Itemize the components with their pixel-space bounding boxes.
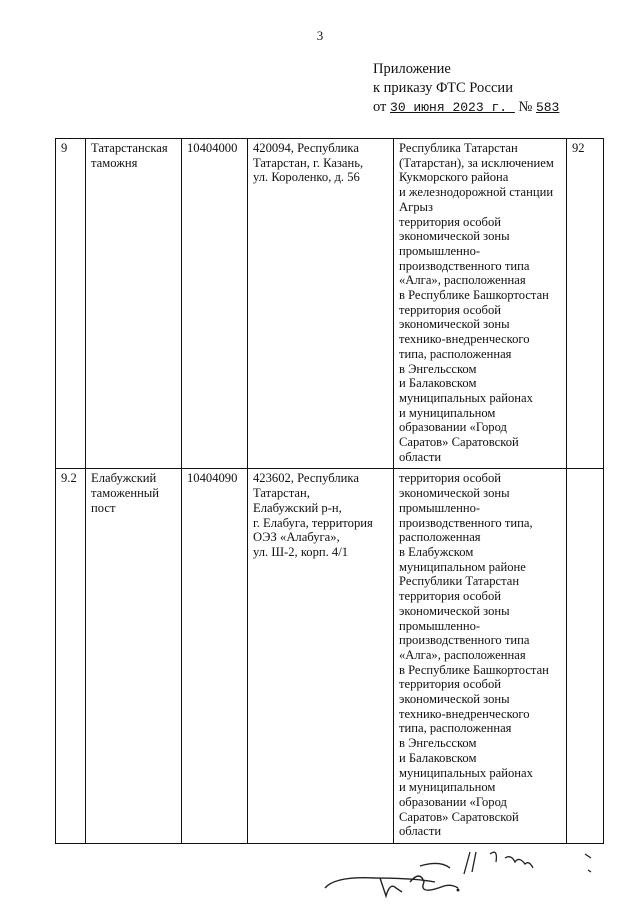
page-number: 3 (316, 28, 324, 43)
region-of-activity-line: территория особой (399, 302, 501, 317)
appendix-header (373, 60, 559, 117)
region-of-activity-line: экономической зоны (399, 692, 510, 707)
region-of-activity-line: промышленно- (399, 243, 481, 258)
region-of-activity-line: и Балаковском (399, 750, 477, 765)
post-name-cell (86, 139, 182, 469)
region-of-activity-line: Кукморского района (399, 170, 509, 185)
region-of-activity-cell (394, 469, 567, 844)
post-name-line: пост (91, 500, 116, 515)
region-of-activity-line: экономической зоны (399, 603, 510, 618)
region-of-activity-line: технико-внедренческого (399, 332, 530, 347)
post-address-line: Татарстан, г. Казань, (253, 155, 364, 170)
post-address-line: Татарстан, (253, 486, 310, 501)
region-of-activity-line: промышленно- (399, 618, 481, 633)
table-row (56, 139, 604, 469)
order-date-line (373, 98, 559, 117)
region-of-activity-line: муниципальных районах (399, 390, 533, 405)
region-of-activity-line: области (399, 449, 442, 464)
row-number: 9 (61, 141, 68, 155)
row-number-cell (56, 139, 86, 469)
region-of-activity-line: расположенная (399, 530, 481, 545)
region-of-activity-line: в Республике Башкортостан (399, 288, 549, 303)
post-name-line: таможенный (91, 486, 160, 501)
row-number: 9.2 (61, 471, 77, 486)
extra-code-cell (567, 139, 604, 469)
post-code: 10404000 (187, 141, 238, 155)
region-of-activity-line: территория особой (399, 214, 501, 229)
region-of-activity-line: производственного типа (399, 258, 530, 273)
region-of-activity-line: и железнодорожной станции (399, 185, 554, 200)
region-of-activity-line: Агрыз (399, 199, 433, 214)
order-reference: к приказу ФТС России (373, 80, 513, 96)
order-number: 583 (535, 100, 560, 115)
region-of-activity-line: Республика Татарстан (399, 141, 518, 155)
region-of-activity-line: экономической зоны (399, 486, 510, 501)
region-of-activity-line: экономической зоны (399, 229, 510, 244)
table-row (56, 469, 604, 844)
customs-table (55, 138, 604, 844)
region-of-activity-line: образовании «Город (399, 420, 507, 435)
post-address-line: ОЭЗ «Алабуга», (253, 530, 340, 545)
region-of-activity-line: «Алга», расположенная (399, 273, 526, 288)
region-of-activity-line: территория особой (399, 589, 501, 604)
extra-code: 92 (572, 141, 585, 155)
region-of-activity-line: образовании «Город (399, 794, 507, 809)
signature-icon (320, 840, 620, 900)
post-address-line: г. Елабуга, территория (253, 515, 373, 530)
number-sign: № (518, 99, 533, 115)
region-of-activity-line: и Балаковском (399, 376, 477, 391)
post-name-line: таможня (91, 155, 138, 170)
region-of-activity-line: в Елабужском (399, 544, 474, 559)
region-of-activity-line: типа, расположенная (399, 346, 512, 361)
region-of-activity-line: Саратов» Саратовской (399, 435, 519, 450)
post-address-cell (248, 469, 394, 844)
region-of-activity-line: Республики Татарстан (399, 574, 520, 589)
post-address-line: ул. Короленко, д. 56 (253, 170, 360, 185)
region-of-activity-line: производственного типа, (399, 515, 533, 530)
region-of-activity-line: промышленно- (399, 500, 481, 515)
post-address-cell (248, 139, 394, 469)
post-name-line: Татарстанская (91, 141, 168, 155)
post-name-line: Елабужский (91, 471, 157, 486)
region-of-activity-line: в Энгельсском (399, 361, 477, 376)
order-date: 30 июня 2023 г. (390, 100, 515, 115)
extra-code-cell (567, 469, 604, 844)
region-of-activity-cell (394, 139, 567, 469)
region-of-activity-line: и муниципальном (399, 780, 496, 795)
post-code: 10404090 (187, 471, 238, 486)
region-of-activity-line: «Алга», расположенная (399, 647, 526, 662)
post-name-cell (86, 469, 182, 844)
post-code-cell (182, 139, 248, 469)
region-of-activity-line: Саратов» Саратовской (399, 809, 519, 824)
region-of-activity-line: и муниципальном (399, 405, 496, 420)
region-of-activity-line: территория особой (399, 471, 501, 486)
region-of-activity-line: территория особой (399, 677, 501, 692)
region-of-activity-line: муниципальном районе (399, 559, 526, 574)
post-code-cell (182, 469, 248, 844)
region-of-activity-line: производственного типа (399, 633, 530, 648)
region-of-activity-line: технико-внедренческого (399, 706, 530, 721)
post-address-line: Елабужский р-н, (253, 500, 342, 515)
region-of-activity-line: муниципальных районах (399, 765, 533, 780)
region-of-activity-line: экономической зоны (399, 317, 510, 332)
post-address-line: ул. Ш-2, корп. 4/1 (253, 544, 349, 559)
date-prefix: от (373, 99, 387, 115)
post-address-line: 423602, Республика (253, 471, 359, 486)
appendix-title: Приложение (373, 61, 451, 77)
region-of-activity-line: в Республике Башкортостан (399, 662, 549, 677)
region-of-activity-line: области (399, 824, 442, 839)
region-of-activity-line: в Энгельсском (399, 736, 477, 751)
region-of-activity-line: (Татарстан), за исключением (399, 155, 554, 170)
region-of-activity-line: типа, расположенная (399, 721, 512, 736)
post-address-line: 420094, Республика (253, 141, 359, 155)
row-number-cell (56, 469, 86, 844)
